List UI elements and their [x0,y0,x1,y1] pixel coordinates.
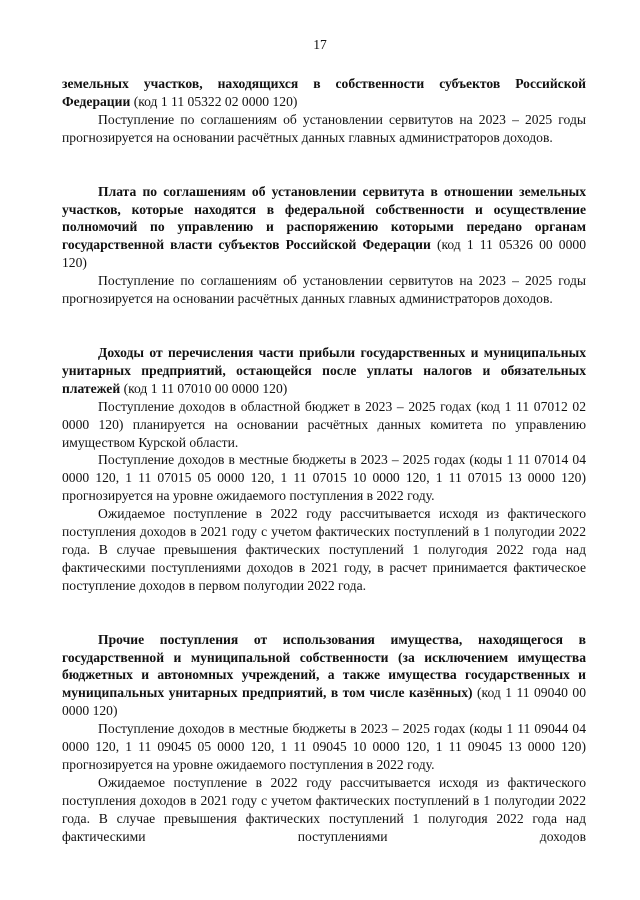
heading-bold: Прочие поступления от использования имущества, находящегося в государственной и муниципальной собственности (за исключением имущества бюджетных и автономных учреждений, а также имущества государственных и муниципальных унитарных предприятий, в том числе казённых) [62,631,586,701]
heading-code: (код 1 11 09040 00 0000 120) [62,685,587,719]
heading-code: (код 1 11 05326 00 0000 120) [62,237,586,271]
heading-bold: Плата по соглашениям об установлении сервитута в отношении земельных участков, которые находятся в федеральной собственности и осуществление полномочий по управлению и распоряжению которыми передано органам государственной власти субъектов Российской Федерации [62,183,586,253]
paragraph: Ожидаемое поступление в 2022 году рассчитывается исходя из фактического поступления доходов в 2021 году с учетом фактических поступлений в 1 полугодии 2022 года. В случае превышения фактических поступлений 1 полугодия 2022 года над фактическими поступлениями доходов [62,774,586,844]
heading-code: (код 1 11 05322 02 0000 120) [130,93,298,109]
section-heading [62,183,586,273]
paragraph: Ожидаемое поступление в 2022 году рассчитывается исходя из фактического поступления доходов в 2021 году с учетом фактических поступлений в 1 полугодии 2022 года. В случае превышения фактических поступлений 1 полугодия 2022 года над фактическими поступлениями доходов в 2021 году, в расчет принимается фактическое поступление доходов в первом полугодии 2022 года. [62,506,586,593]
page-body [62,75,586,846]
paragraph: Поступление по соглашениям об установлении сервитутов на 2023 – 2025 годы прогнозируется на основании расчётных данных главных администраторов доходов. [62,111,586,145]
heading-bold: земельных участков, находящихся в собственности субъектов Российской Федерации [62,76,586,109]
heading-bold: Доходы от перечисления части прибыли государственных и муниципальных унитарных предприятий, остающейся после уплаты налогов и обязательных платежей [62,344,586,396]
section-heading [62,75,586,111]
paragraph: Поступление доходов в областной бюджет в 2023 – 2025 годах (код 1 11 07012 02 0000 120) планируется на основании расчётных данных комитета по управлению имуществом Курской области. [62,398,586,450]
page-number: 17 [313,37,327,52]
section-heading [62,344,586,398]
heading-code: (код 1 11 07010 00 0000 120) [120,380,288,396]
section-heading [62,631,586,721]
paragraph: Поступление доходов в местные бюджеты в 2023 – 2025 годах (коды 1 11 07014 04 0000 120, 1 11 07015 05 0000 120, 1 11 07015 10 0000 120, 1 11 07015 13 0000 120) прогнозируется на уровне ожидаемого поступления в 2022 году. [62,452,586,504]
paragraph: Поступление доходов в местные бюджеты в 2023 – 2025 годах (коды 1 11 09044 04 0000 120, 1 11 09045 05 0000 120, 1 11 09045 10 0000 120, 1 11 09045 13 0000 120) прогнозируется на уровне ожидаемого поступления в 2022 году. [62,721,586,772]
paragraph: Поступление по соглашениям об установлении сервитутов на 2023 – 2025 годы прогнозируется на основании расчётных данных главных администраторов доходов. [62,273,586,307]
